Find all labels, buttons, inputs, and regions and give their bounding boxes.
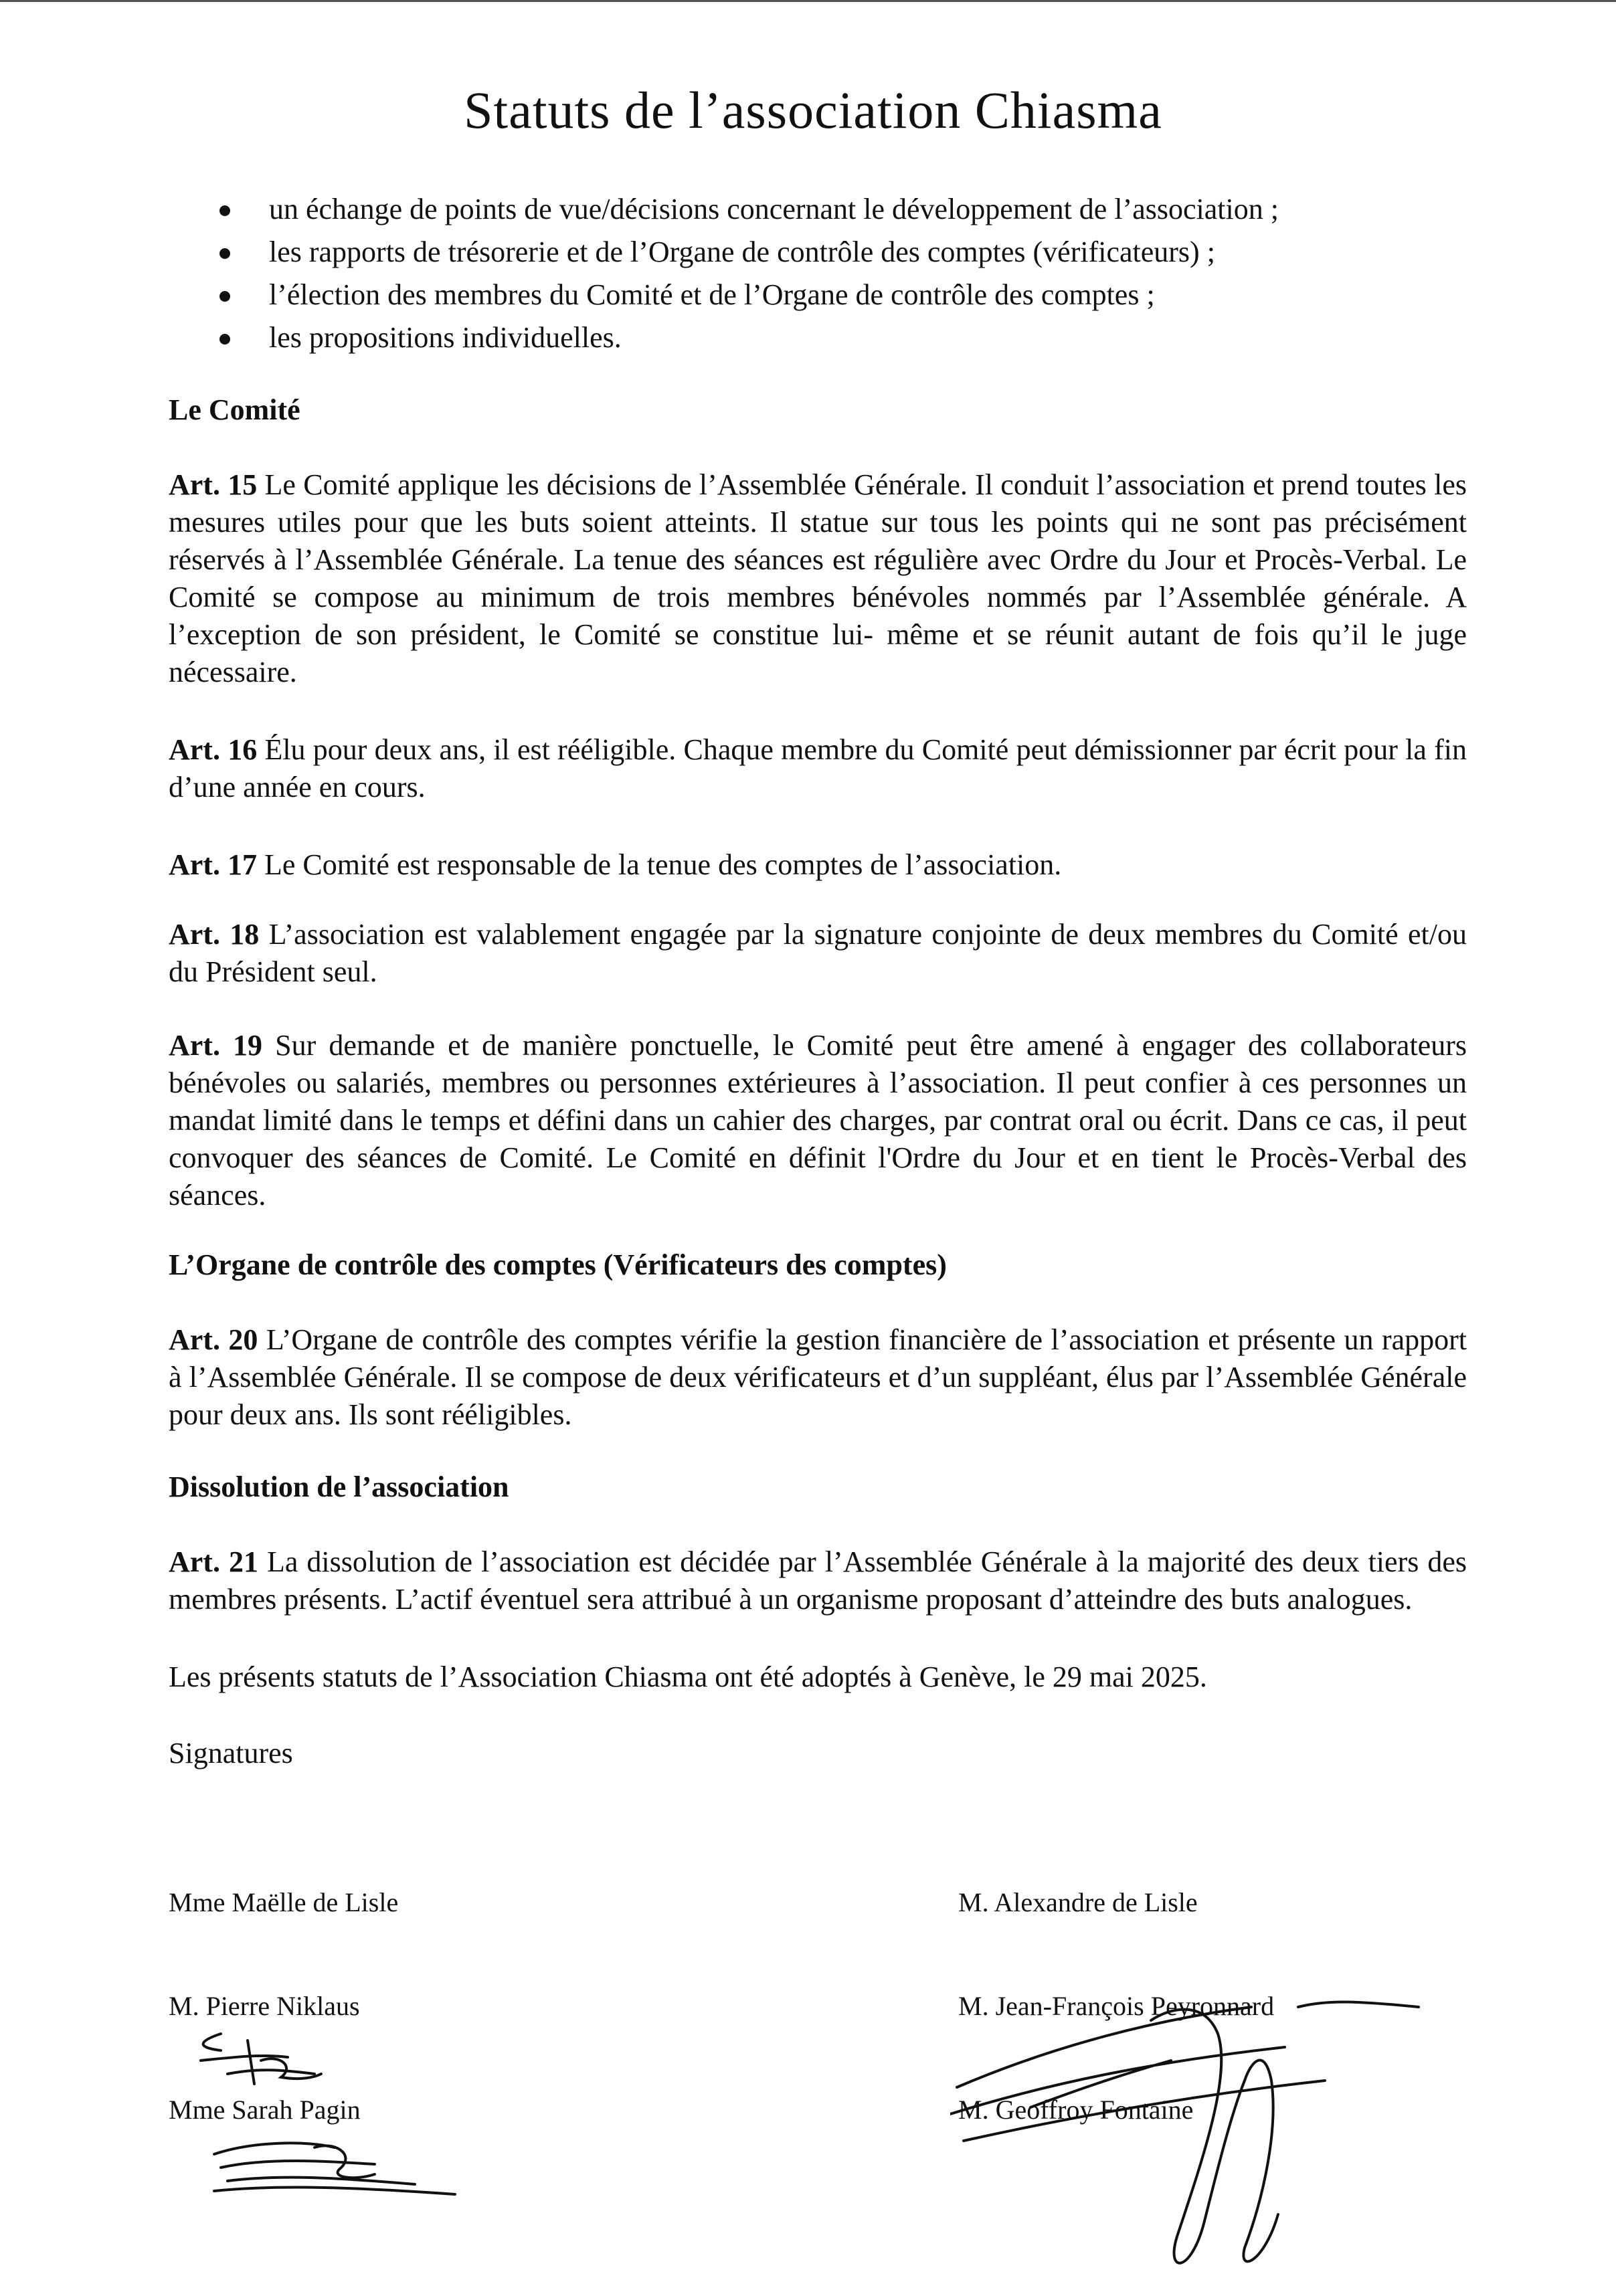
bullet-icon bbox=[219, 334, 230, 345]
signature-alexandre bbox=[984, 1846, 1238, 2000]
bullet-icon bbox=[219, 248, 230, 259]
article-16 bbox=[169, 731, 1467, 806]
signature-maelle bbox=[194, 1880, 475, 2007]
article-text: Le Comité applique les décisions de l’Assemblée Générale. Il conduit l’association et prend toutes les mesures utiles pour que les buts soient atteints. Il statue sur tous les points qui ne sont pas précisément réservés à l’Assemblée Générale. La tenue des séances est régulière avec Ordre du Jour et Procès-Verbal. Le Comité se compose au minimum de trois membres bénévoles nommés par l’Assemblée générale. A l’exception de son président, le Comité se constitue lui- même et se réunit autant de fois qu’il le juge nécessaire. bbox=[169, 468, 1467, 688]
list-item: l’élection des membres du Comité et de l’Organe de contrôle des comptes ; bbox=[169, 276, 1467, 319]
signatory-name-maelle: Mme Maëlle de Lisle bbox=[169, 1887, 399, 1917]
list-item: un échange de points de vue/décisions concernant le développement de l’association ; bbox=[169, 191, 1467, 233]
signatory-name-sarah: Mme Sarah Pagin bbox=[169, 2095, 361, 2125]
article-text: Le Comité est responsable de la tenue des comptes de l’association. bbox=[264, 848, 1062, 881]
signatory-name-geoffroy: M. Geoffroy Fontaine bbox=[958, 2095, 1194, 2125]
section-heading-dissolution: Dissolution de l’association bbox=[169, 1470, 509, 1503]
list-item: les propositions individuelles. bbox=[169, 319, 1467, 362]
article-label: Art. 19 bbox=[169, 1029, 263, 1062]
document-body bbox=[169, 191, 1467, 1772]
bullet-icon bbox=[219, 205, 230, 216]
document-title: Statuts de l’association Chiasma bbox=[464, 81, 1162, 139]
page-top-border bbox=[0, 0, 1616, 2]
closing-statement: Les présents statuts de l’Association Chiasma ont été adoptés à Genève, le 29 mai 2025. bbox=[169, 1660, 1207, 1693]
article-text: Sur demande et de manière ponctuelle, le Comité peut être amené à engager des collaborateurs bénévoles ou salariés, membres ou personnes extérieures à l’association. Il peut confier à ces personnes un mandat limité dans le temps et défini dans un cahier des charges, par contrat oral ou écrit. Dans ce cas, il peut convoquer des séances de Comité. Le Comité en définit l'Ordre du Jour et en tient le Procès-Verbal des séances. bbox=[169, 1029, 1467, 1212]
section-heading-organe: L’Organe de contrôle des comptes (Vérificateurs des comptes) bbox=[169, 1248, 947, 1281]
signatures-label: Signatures bbox=[169, 1737, 293, 1769]
signatory-name-pierre: M. Pierre Niklaus bbox=[169, 1991, 360, 2021]
article-label: Art. 18 bbox=[169, 918, 260, 951]
article-15 bbox=[169, 466, 1467, 691]
article-label: Art. 20 bbox=[169, 1323, 258, 1356]
signature-jean-francois bbox=[950, 1980, 1432, 2295]
article-text: La dissolution de l’association est décidée par l’Assemblée Générale à la majorité des deux tiers des membres présents. L’actif éventuel sera attribué à un organisme proposant d’atteindre des buts analogues. bbox=[169, 1545, 1467, 1616]
article-19 bbox=[169, 1027, 1467, 1214]
bullet-icon bbox=[219, 291, 230, 302]
signatory-name-jean-francois: M. Jean-François Peyronnard bbox=[958, 1991, 1275, 2021]
article-label: Art. 15 bbox=[169, 468, 258, 501]
article-label: Art. 16 bbox=[169, 733, 258, 766]
article-label: Art. 21 bbox=[169, 1545, 258, 1578]
article-18 bbox=[169, 916, 1467, 991]
signatory-name-alexandre: M. Alexandre de Lisle bbox=[958, 1887, 1198, 1917]
signature-pierre bbox=[181, 2020, 381, 2094]
article-text: L’Organe de contrôle des comptes vérifie la gestion financière de l’association et présente un rapport à l’Assemblée Générale. Il se compose de deux vérificateurs et d’un suppléant, élus par l’Assemblée Générale pour deux ans. Ils sont rééligibles. bbox=[169, 1323, 1467, 1431]
agenda-bullet-list bbox=[169, 191, 1467, 362]
article-text: Élu pour deux ans, il est rééligible. Chaque membre du Comité peut démissionner par écrit pour la fin d’une année en cours. bbox=[169, 733, 1467, 803]
article-20 bbox=[169, 1321, 1467, 1434]
article-text: L’association est valablement engagée par la signature conjointe de deux membres du Comité et/ou du Président seul. bbox=[169, 918, 1467, 988]
article-label: Art. 17 bbox=[169, 848, 257, 881]
article-21 bbox=[169, 1543, 1467, 1618]
article-17 bbox=[169, 846, 1467, 884]
section-heading-comite: Le Comité bbox=[169, 393, 300, 426]
list-item: les rapports de trésorerie et de l’Organe de contrôle des comptes (vérificateurs) ; bbox=[169, 233, 1467, 276]
signature-sarah bbox=[201, 2127, 468, 2201]
